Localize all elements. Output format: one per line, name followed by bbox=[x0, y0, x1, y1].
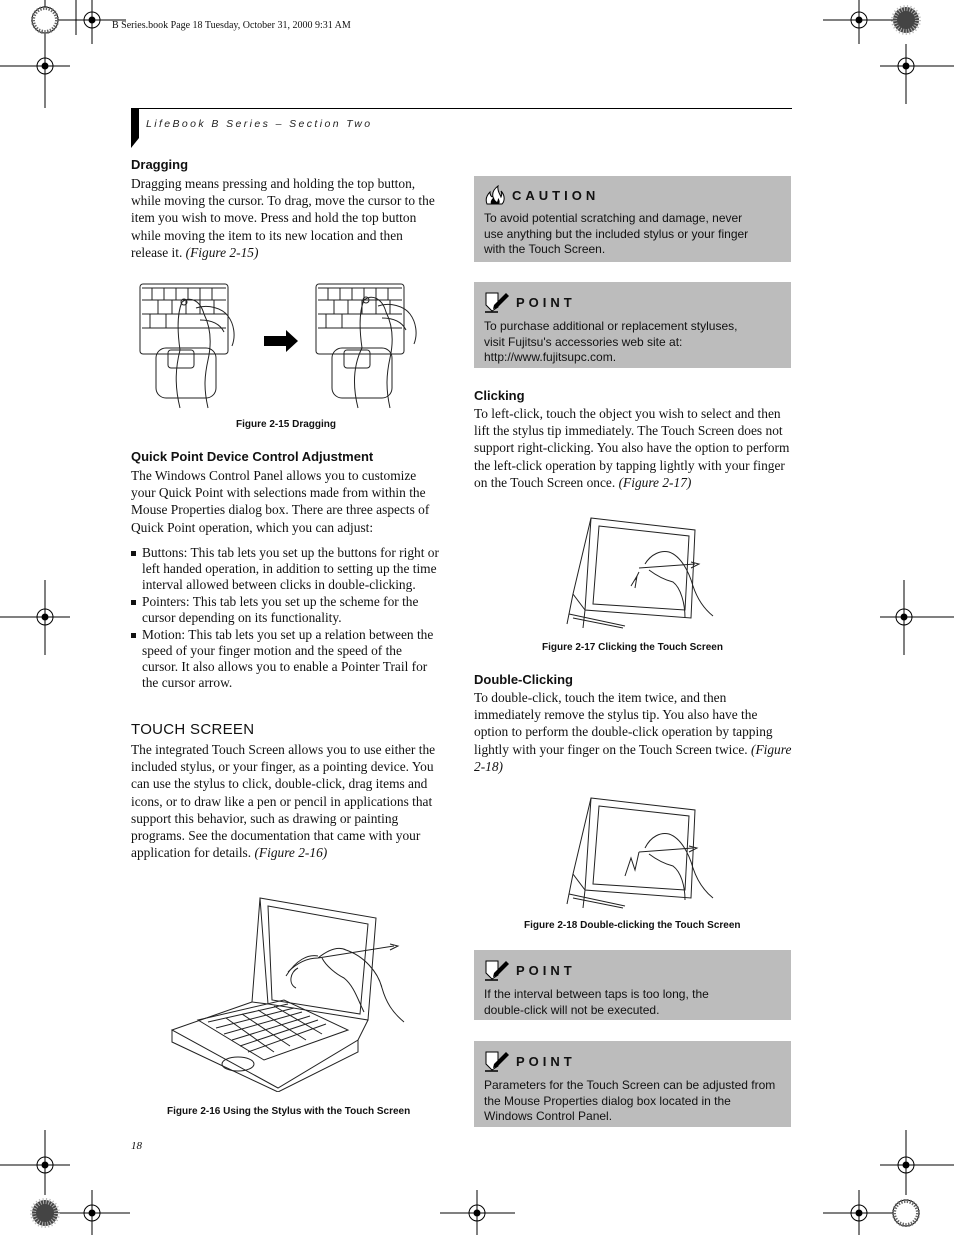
touch-screen-body: The integrated Touch Screen allows you to use either the included stylus, or your finger, as a pointing device. You can use the stylus to click, double-click, drag items and icons, or to draw like a pen or pencil in applications that support this behavior, such as drawing or painting programs. See the documentation that came with your application for details. bbox=[131, 742, 436, 861]
bullet-pointers: Pointers: This tab lets you set up the scheme for the cursor depending on its functionality. bbox=[131, 594, 441, 626]
book-line: B Series.book Page 18 Tuesday, October 31, 2000 9:31 AM bbox=[112, 20, 351, 31]
header-rule bbox=[131, 108, 792, 109]
header-tab-mark bbox=[131, 108, 139, 148]
clicking-body: To left-click, touch the object you wish to select and then lift the stylus tip immediately. The Touch Screen does not support right-clicking. You also have the option to perform the left-click operation by tapping lightly with your finger on the Touch Screen once. bbox=[474, 406, 790, 490]
point-box-1 bbox=[474, 282, 791, 368]
point-box-2 bbox=[474, 950, 791, 1020]
double-clicking-heading: Double-Clicking bbox=[474, 672, 573, 687]
dragging-text bbox=[131, 175, 436, 261]
clicking-figure-ref: (Figure 2-17) bbox=[618, 474, 692, 490]
caution-text: To avoid potential scratching and damage, never use anything but the included stylus or your finger with the Touch Screen. bbox=[484, 211, 749, 256]
touch-screen-heading: TOUCH SCREEN bbox=[131, 721, 255, 738]
pen-note-icon bbox=[484, 959, 510, 981]
figure-2-15 bbox=[138, 280, 438, 412]
dragging-body: Dragging means pressing and holding the top button, while moving the cursor. To drag, move the cursor to the item you wish to move. Press and hold the top button while moving the item to its new location and then release it. bbox=[131, 176, 435, 260]
figure-2-15-caption: Figure 2-15 Dragging bbox=[236, 419, 337, 430]
touch-screen-figure-ref: (Figure 2-16) bbox=[254, 845, 328, 861]
caution-title: CAUTION bbox=[512, 187, 600, 203]
double-clicking-text bbox=[474, 689, 792, 775]
point-text-1: To purchase additional or replacement styluses, visit Fujitsu's accessories web site at: http://www.fujitsupc.com. bbox=[484, 319, 738, 364]
double-clicking-figure-ref: (Figure 2-18) bbox=[474, 741, 792, 774]
arrow-icon bbox=[264, 330, 298, 352]
point-title-1: POINT bbox=[516, 294, 576, 310]
bullet-motion: Motion: This tab lets you set up a relation between the speed of your finger motion and the speed of the cursor. It also allows you to enable a Pointer Trail for the cursor arrow. bbox=[131, 627, 441, 691]
quickpoint-heading: Quick Point Device Control Adjustment bbox=[131, 449, 374, 464]
figure-2-18 bbox=[565, 794, 715, 910]
point-text-2: If the interval between taps is too long, the double-click will not be executed. bbox=[484, 987, 709, 1017]
quickpoint-text: The Windows Control Panel allows you to customize your Quick Point with selections made from within the Mouse Properties dialog box. There are three aspects of Quick Point operation, which you can adjust: bbox=[131, 468, 430, 535]
flame-icon bbox=[484, 185, 506, 205]
quickpoint-bullets bbox=[131, 545, 441, 692]
touch-screen-text bbox=[131, 741, 446, 861]
point-text-3: Parameters for the Touch Screen can be adjusted from the Mouse Properties dialog box located in the Windows Control Panel. bbox=[484, 1078, 776, 1123]
figure-2-17-caption: Figure 2-17 Clicking the Touch Screen bbox=[542, 642, 723, 653]
caution-box bbox=[474, 176, 791, 262]
caution-title-row bbox=[484, 185, 781, 205]
figure-2-17 bbox=[565, 514, 715, 630]
point-title-row-1 bbox=[484, 291, 781, 313]
pen-note-icon bbox=[484, 1050, 510, 1072]
point-title-row-2 bbox=[484, 959, 781, 981]
bullet-buttons: Buttons: This tab lets you set up the buttons for right or left handed operation, in addition to setting up the time interval allowed between clicks in double-clicking. bbox=[131, 545, 441, 593]
page-number: 18 bbox=[131, 1140, 142, 1152]
figure-2-16 bbox=[168, 892, 413, 1092]
keyboard-right bbox=[316, 284, 416, 408]
dragging-heading: Dragging bbox=[131, 157, 189, 172]
pen-note-icon bbox=[484, 291, 510, 313]
figure-2-16-caption: Figure 2-16 Using the Stylus with the Touch Screen bbox=[167, 1106, 411, 1117]
dragging-figure-ref: (Figure 2-15) bbox=[185, 244, 259, 260]
figure-2-18-caption: Figure 2-18 Double-clicking the Touch Screen bbox=[524, 920, 741, 931]
point-title-3: POINT bbox=[516, 1053, 576, 1069]
keyboard-left bbox=[140, 284, 234, 408]
point-box-3 bbox=[474, 1041, 791, 1127]
double-clicking-body: To double-click, touch the item twice, and then immediately remove the stylus tip. You also have the option to perform the double-click operation by tapping lightly with your finger on the Touch Screen twice. bbox=[474, 690, 773, 757]
running-header: LifeBook B Series – Section Two bbox=[146, 118, 373, 130]
clicking-text bbox=[474, 405, 792, 491]
point-title-row-3 bbox=[484, 1050, 781, 1072]
point-title-2: POINT bbox=[516, 962, 576, 978]
clicking-heading: Clicking bbox=[474, 388, 525, 403]
